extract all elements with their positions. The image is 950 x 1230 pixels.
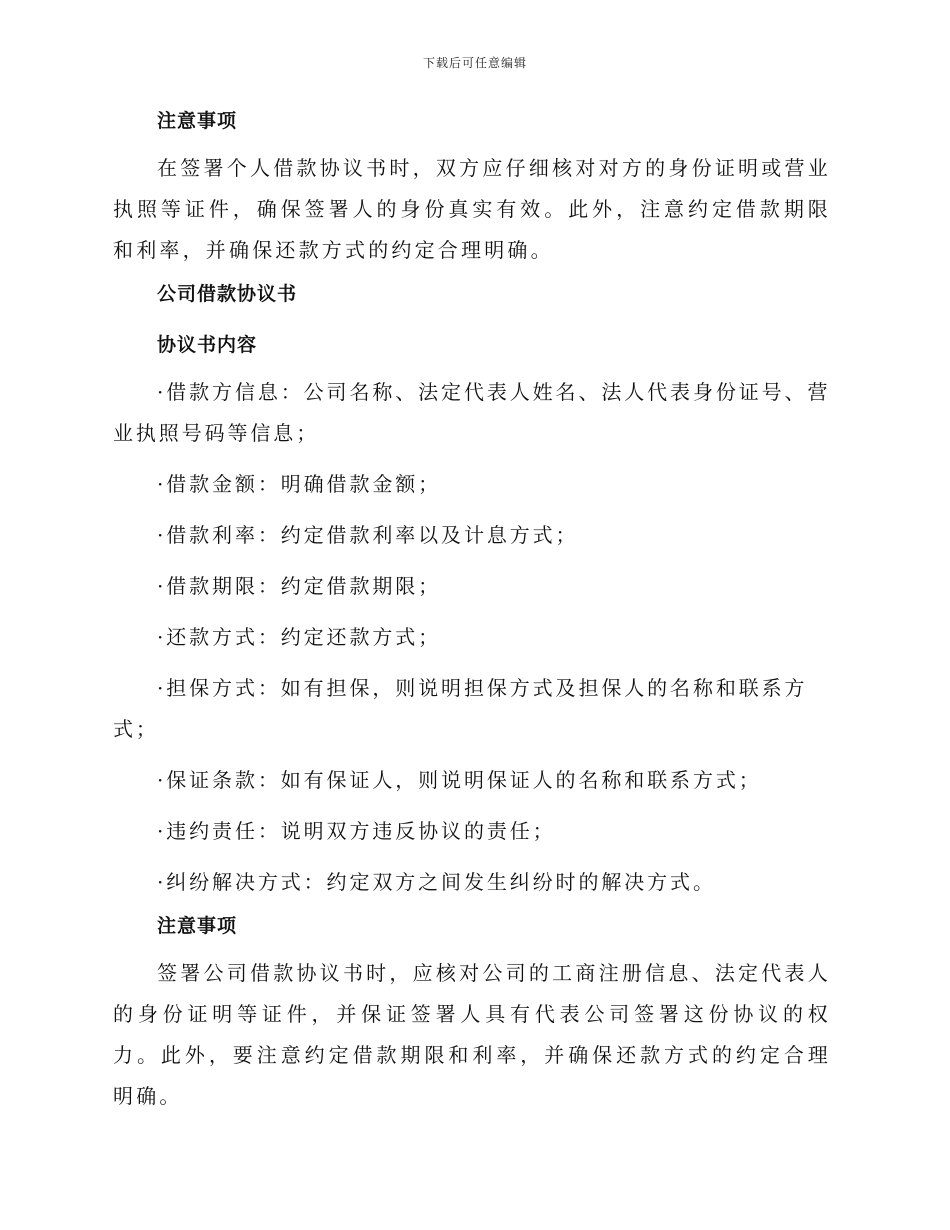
- list-item: ·借款期限：约定借款期限；: [157, 574, 442, 598]
- list-item: ·还款方式：约定还款方式；: [157, 625, 442, 649]
- list-item: ·借款方信息：公司名称、法定代表人姓名、法人代表身份证号、营业执照号码等信息；: [113, 380, 831, 445]
- section-heading-notes-personal: 注意事项: [157, 110, 238, 132]
- list-item: ·借款利率：约定借款利率以及计息方式；: [157, 523, 579, 547]
- page-header: 下载后可任意编辑: [422, 56, 527, 70]
- agreement-content-list: [113, 372, 831, 903]
- section-title-company-loan: 公司借款协议书: [157, 283, 298, 305]
- list-item: ·违约责任：说明双方违反协议的责任；: [157, 819, 556, 843]
- list-item: ·保证条款：如有保证人，则说明保证人的名称和联系方式；: [157, 768, 762, 792]
- list-item: ·担保方式：如有担保，则说明担保方式及担保人的名称和联系方式；: [113, 676, 808, 741]
- notes-paragraph-personal: 在签署个人借款协议书时，双方应仔细核对对方的身份证明或营业执照等证件，确保签署人的身份真实有效。此外，注意约定借款期限和利率，并确保还款方式的约定合理明确。: [113, 156, 831, 262]
- list-item: ·纠纷解决方式：约定双方之间发生纠纷时的解决方式。: [157, 870, 716, 894]
- section-subtitle-agreement-content: 协议书内容: [157, 334, 258, 356]
- section-heading-notes-company: 注意事项: [157, 915, 238, 937]
- notes-paragraph-company: 签署公司借款协议书时，应核对公司的工商注册信息、法定代表人的身份证明等证件，并保证签署人具有代表公司签署这份协议的权力。此外，要注意约定借款期限和利率，并确保还款方式的约定合理明确。: [113, 961, 831, 1108]
- list-item: ·借款金额：明确借款金额；: [157, 472, 442, 496]
- document-body: [113, 108, 831, 1117]
